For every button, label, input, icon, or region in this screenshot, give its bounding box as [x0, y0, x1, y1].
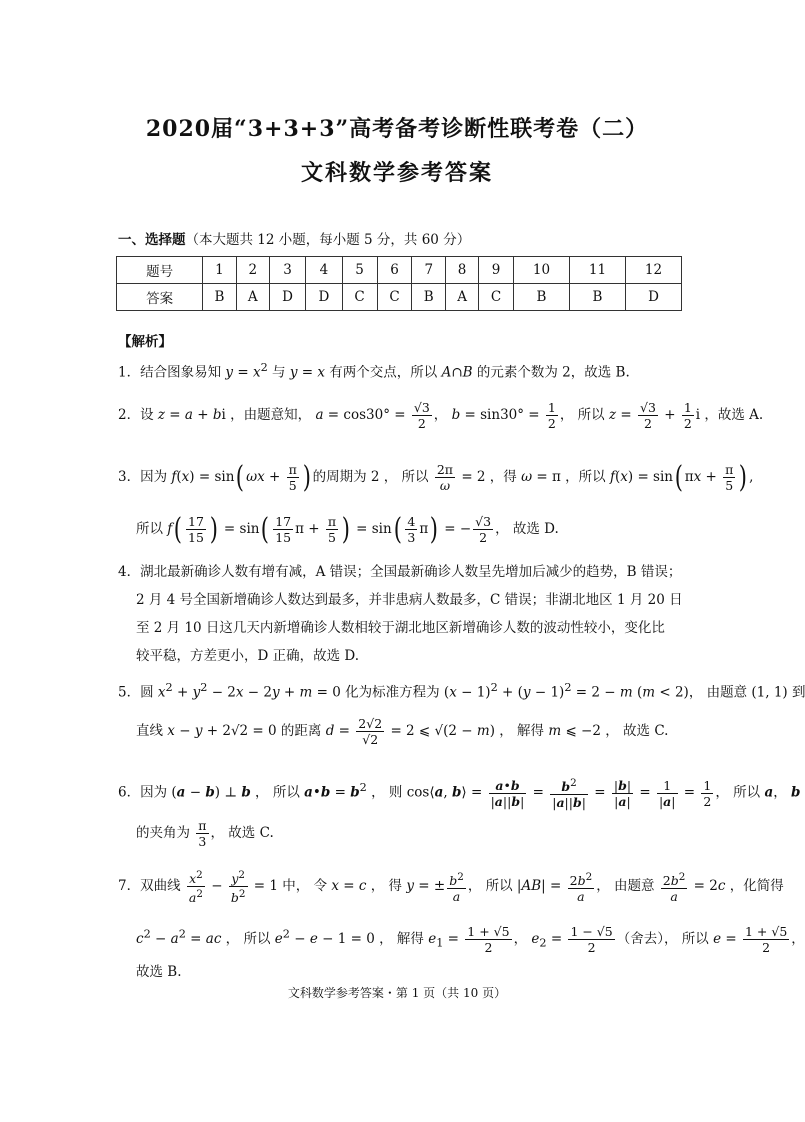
question-number: 6 [377, 257, 412, 284]
solution-7-line-3: 故选 B. [136, 964, 182, 980]
solution-3-line-2: 所以 f( $\frac{17}{15}$ ) = sin( $\frac{17}{15}$ π + $\frac{\pi}{5}$ ) = sin( $\frac{4}{3}$ π) = − $\frac{√3}{2}$ ， 故选 D. [136, 511, 559, 547]
solution-4-line-3: 至 2 月 10 日这几天内新增确诊人数相较于湖北地区新增确诊人数的波动性较小，变化比 [136, 620, 665, 636]
solution-6-line-1: 6．因为 (a − b) ⊥ b ， 所以 a•b = $b^2$ ， 则 cos⟨a, b⟩ = $\frac{a•b}{|a||b|}$ = $\frac{b^2}{|a||b|}$ = $\frac{|b|}{|a|}$ = $\frac{1}{|a|}$ = $\frac{1}{2}$ ， 所以 a， b [118, 777, 801, 811]
solution-7-line-2: $c^2 - a^2$ = ac ， 所以 $e^2 - e - 1 = 0$ ， 解得 $e_1$ = $\frac{1 + √5}{2}$ ， $e_2$ = $\frac{1 - √5}{2}$ （舍去）， 所以 e = $\frac{1 + √5}{2}$ ， [136, 924, 805, 955]
solution-2: 2．设 z = a + bi ，由题意知， a = cos30° = $\frac{√3}{2}$ ， b = sin30° = $\frac{1}{2}$ ， 所以 z = $\frac{√3}{2}$ + $\frac{1}{2}$ i ，故选 A. [118, 400, 764, 431]
analysis-heading: 【解析】 [118, 334, 172, 350]
answer-cell: C [377, 284, 412, 311]
row-header-answer: 答案 [117, 284, 203, 311]
solution-5-line-2: 直线 x − y + 2√2 = 0 的距离 d = $\frac{2√2}{√2}$ = 2 ⩽ √(2 − m) ， 解得 m ⩽ −2 ， 故选 C. [136, 716, 669, 747]
solution-5-line-1: 5．圆 $x^2 + y^2 - 2x - 2y + m = 0$ 化为标准方程为 $(x - 1)^2 + (y - 1)^2 = 2 - m$ (m < 2)， 由题意 (1, 1) 到 [118, 681, 805, 701]
question-number: 5 [342, 257, 377, 284]
answer-cell: D [306, 284, 342, 311]
answer-cell: A [446, 284, 479, 311]
question-number: 9 [479, 257, 514, 284]
section-label: 一、选择题 [118, 232, 186, 248]
answer-cell: B [412, 284, 446, 311]
question-number: 1 [203, 257, 237, 284]
question-number: 4 [306, 257, 342, 284]
question-number: 12 [625, 257, 681, 284]
question-number: 7 [412, 257, 446, 284]
table-row [117, 284, 682, 311]
question-number: 8 [446, 257, 479, 284]
paper-subtitle: 文科数学参考答案 [300, 160, 493, 186]
answer-cell: B [203, 284, 237, 311]
question-number: 2 [236, 257, 269, 284]
paper-title: 2020届“3+3+3”高考备考诊断性联考卷（二） [145, 116, 649, 142]
solution-3-line-1: 3．因为 f(x) = sin( ωx + $\frac{\pi}{5}$ ) 的周期为 2 ， 所以 $\frac{2\pi}{\omega}$ = 2 ，得 ω = π ，所以 f(x) = sin( πx + $\frac{\pi}{5}$ ) , [118, 459, 754, 495]
solution-4-line-2: 2 月 4 号全国新增确诊人数达到最多，并非患病人数最多，C 错误；非湖北地区 1 月 20 日 [136, 592, 683, 608]
answer-table [116, 256, 682, 311]
answer-cell: D [269, 284, 305, 311]
solution-6-line-2: 的夹角为 $\frac{\pi}{3}$ ， 故选 C. [136, 818, 274, 849]
answer-cell: C [342, 284, 377, 311]
table-row [117, 257, 682, 284]
answer-cell: B [514, 284, 570, 311]
page-footer: 文科数学参考答案・第 1 页（共 10 页） [287, 986, 507, 1000]
answer-cell: A [236, 284, 269, 311]
answer-cell: B [570, 284, 626, 311]
question-number: 10 [514, 257, 570, 284]
question-number: 3 [269, 257, 305, 284]
section-desc: （本大题共 12 小题，每小题 5 分，共 60 分） [185, 232, 471, 248]
solution-4-line-1: 4．湖北最新确诊人数有增有减，A 错误；全国最新确诊人数呈先增加后减少的趋势，B 错误； [118, 564, 682, 580]
answer-cell: C [479, 284, 514, 311]
solution-7-line-1: 7．双曲线 $\frac{x^2}{a^2}$ − $\frac{y^2}{b^2}$ = 1 中， 令 x = c ， 得 y = ± $\frac{b^2}{a}$ ， 所以 |AB| = $\frac{2b^2}{a}$ ， 由题意 $\frac{2b^2}{a}$ = 2c ，化简得 [118, 869, 784, 906]
solution-4-line-4: 较平稳，方差更小，D 正确，故选 D. [136, 648, 360, 664]
question-number: 11 [570, 257, 626, 284]
row-header-question: 题号 [117, 257, 203, 284]
solution-1: 1．结合图象易知 $y = x^2$ 与 y = x 有两个交点，所以 A∩B 的元素个数为 2，故选 B. [118, 361, 630, 381]
answer-cell: D [625, 284, 681, 311]
section-heading [118, 228, 470, 248]
